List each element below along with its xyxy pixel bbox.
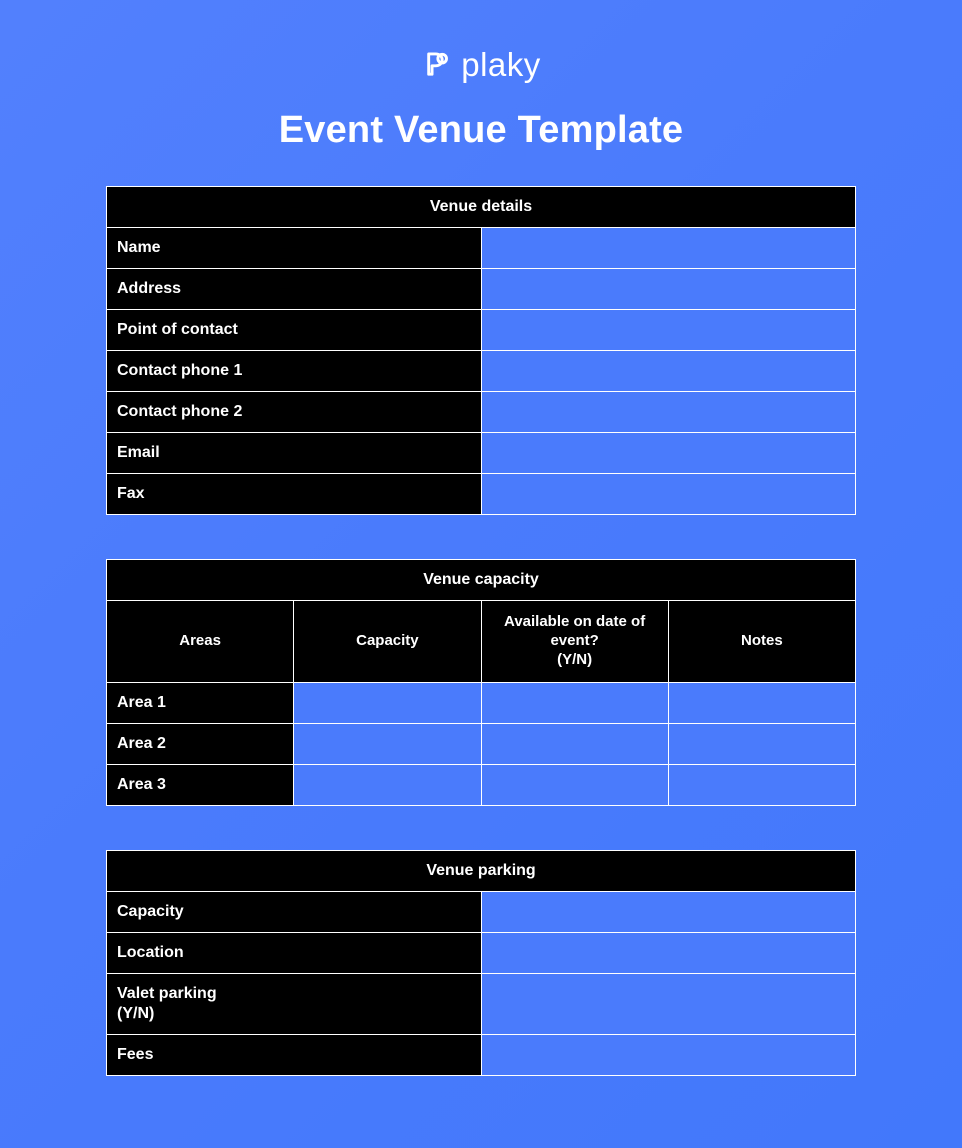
page-title: Event Venue Template: [278, 109, 684, 151]
cell-area-1-available[interactable]: [481, 683, 668, 724]
table-row: [107, 228, 856, 269]
row-label-parking-capacity: Capacity: [107, 892, 482, 933]
row-value-point-of-contact[interactable]: [481, 310, 856, 351]
cell-area-2-capacity[interactable]: [294, 724, 481, 765]
row-value-address[interactable]: [481, 269, 856, 310]
table-row: [107, 933, 856, 974]
table-row: [107, 392, 856, 433]
venue-capacity-table-wrap: [106, 559, 856, 806]
table-row: [107, 974, 856, 1035]
row-value-parking-capacity[interactable]: [481, 892, 856, 933]
venue-parking-table-wrap: [106, 850, 856, 1076]
row-value-parking-location[interactable]: [481, 933, 856, 974]
row-label-name: Name: [107, 228, 482, 269]
plaky-logo-icon: [421, 50, 451, 80]
row-value-valet-parking[interactable]: [481, 974, 856, 1035]
row-label-parking-location: Location: [107, 933, 482, 974]
section-title-venue-details: Venue details: [107, 187, 856, 228]
column-header-notes: Notes: [668, 601, 855, 683]
table-row: [107, 892, 856, 933]
section-title-venue-capacity: Venue capacity: [107, 560, 856, 601]
table-row: [107, 310, 856, 351]
row-label-fax: Fax: [107, 474, 482, 515]
cell-area-2-available[interactable]: [481, 724, 668, 765]
brand-name: plaky: [461, 46, 541, 83]
cell-area-3-capacity[interactable]: [294, 765, 481, 806]
column-header-areas: Areas: [107, 601, 294, 683]
row-value-contact-phone-1[interactable]: [481, 351, 856, 392]
table-row: [107, 433, 856, 474]
row-value-contact-phone-2[interactable]: [481, 392, 856, 433]
table-row: [107, 351, 856, 392]
table-row: [107, 683, 856, 724]
row-value-fax[interactable]: [481, 474, 856, 515]
row-label-valet-parking: Valet parking (Y/N): [107, 974, 482, 1035]
row-label-parking-fees: Fees: [107, 1035, 482, 1076]
venue-details-table-wrap: [106, 186, 856, 515]
cell-area-3-available[interactable]: [481, 765, 668, 806]
section-title-venue-parking: Venue parking: [107, 851, 856, 892]
table-section-header-row: [107, 851, 856, 892]
table-column-header-row: [107, 601, 856, 683]
row-label-contact-phone-1: Contact phone 1: [107, 351, 482, 392]
brand-header: [0, 0, 962, 81]
table-section-header-row: [107, 560, 856, 601]
row-label-contact-phone-2: Contact phone 2: [107, 392, 482, 433]
row-label-point-of-contact: Point of contact: [107, 310, 482, 351]
table-row: [107, 474, 856, 515]
table-section-header-row: [107, 187, 856, 228]
row-value-name[interactable]: [481, 228, 856, 269]
row-label-area-3: Area 3: [107, 765, 294, 806]
table-row: [107, 765, 856, 806]
venue-parking-table: [106, 850, 856, 1076]
table-row: [107, 269, 856, 310]
row-value-email[interactable]: [481, 433, 856, 474]
cell-area-1-capacity[interactable]: [294, 683, 481, 724]
row-label-email: Email: [107, 433, 482, 474]
row-label-address: Address: [107, 269, 482, 310]
row-label-area-2: Area 2: [107, 724, 294, 765]
venue-details-table: [106, 186, 856, 515]
row-label-area-1: Area 1: [107, 683, 294, 724]
column-header-capacity: Capacity: [294, 601, 481, 683]
column-header-available-on-date: Available on date of event? (Y/N): [481, 601, 668, 683]
cell-area-1-notes[interactable]: [668, 683, 855, 724]
cell-area-3-notes[interactable]: [668, 765, 855, 806]
table-row: [107, 724, 856, 765]
venue-capacity-table: [106, 559, 856, 806]
table-row: [107, 1035, 856, 1076]
cell-area-2-notes[interactable]: [668, 724, 855, 765]
row-value-parking-fees[interactable]: [481, 1035, 856, 1076]
